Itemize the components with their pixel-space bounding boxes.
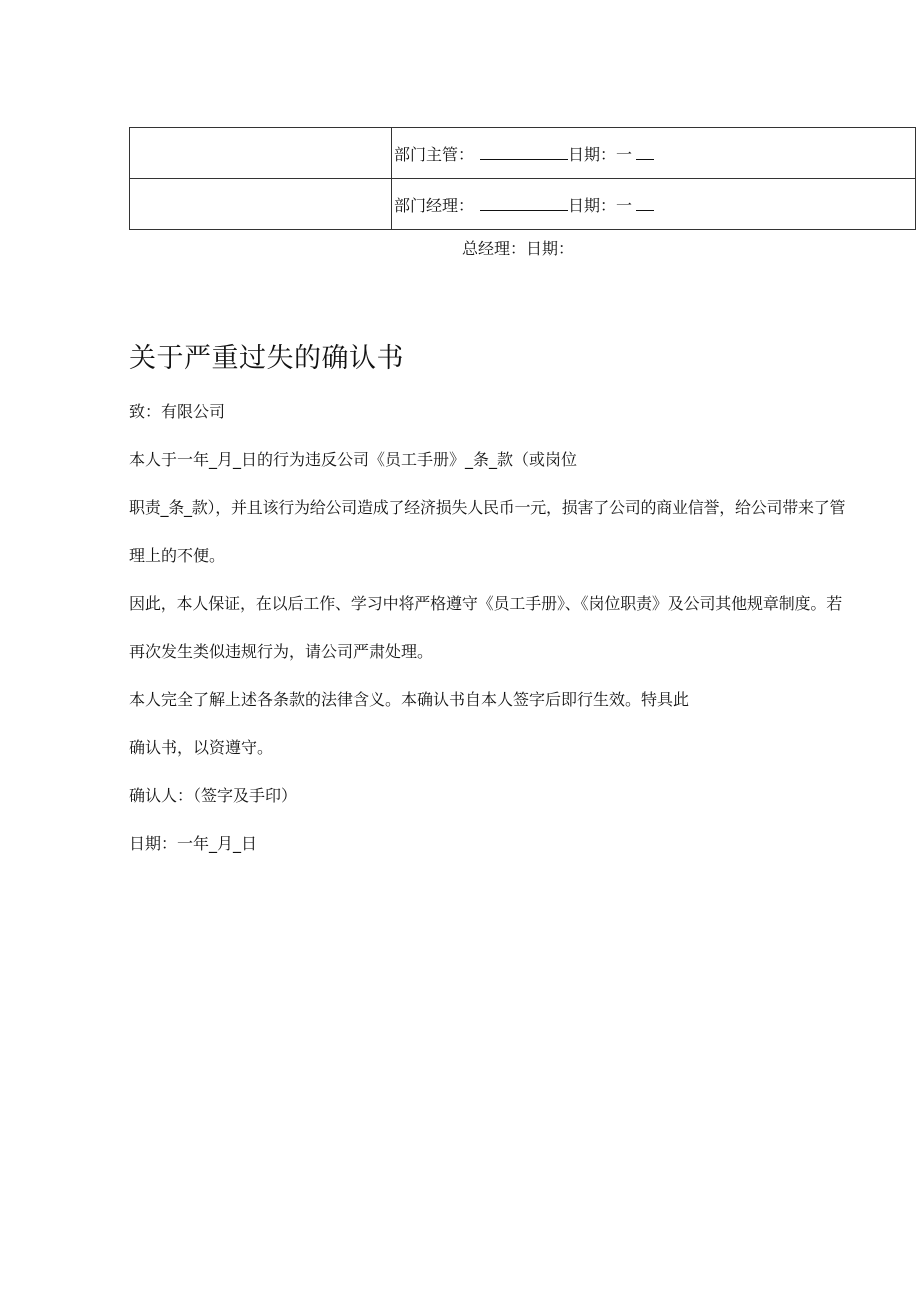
supervisor-date-label: 日期：一: [568, 144, 633, 164]
approval-row-manager: [130, 179, 916, 230]
date-blank: [636, 145, 654, 160]
confirmer-line: 确认人：（签字及手印）: [129, 786, 298, 805]
signature-blank: [480, 145, 568, 160]
approval-cell-right: [392, 128, 916, 179]
approval-cell-left: [130, 128, 392, 179]
general-manager-line: 总经理：日期：: [462, 239, 575, 258]
body-line: 确认书，以资遵守。: [129, 738, 274, 757]
approval-cell-right: [392, 179, 916, 230]
date-blank: [636, 196, 654, 211]
approval-table: [129, 127, 916, 230]
body-line: 职责_条_款），并且该行为给公司造成了经济损失人民币一元，损害了公司的商业信誉，给公司带来了管: [129, 498, 846, 517]
body-line: 本人于一年_月_日的行为违反公司《员工手册》_条_款（或岗位: [129, 450, 578, 469]
body-line: 因此，本人保证，在以后工作、学习中将严格遵守《员工手册》、《岗位职责》及公司其他规章制度。若: [129, 594, 843, 613]
date-line: 日期：一年_月_日: [129, 834, 258, 853]
salutation: 致：有限公司: [129, 402, 226, 421]
body-line: 本人完全了解上述各条款的法律含义。本确认书自本人签字后即行生效。特具此: [129, 690, 690, 709]
manager-date-label: 日期：一: [568, 195, 633, 215]
body-line: 再次发生类似违规行为，请公司严肃处理。: [129, 642, 434, 661]
body-line: 理上的不便。: [129, 546, 226, 565]
signature-blank: [480, 196, 568, 211]
document-title: 关于严重过失的确认书: [129, 343, 404, 374]
supervisor-label: 部门主管：: [394, 144, 475, 164]
approval-cell-left: [130, 179, 392, 230]
manager-label: 部门经理：: [394, 195, 475, 215]
approval-row-supervisor: [130, 128, 916, 179]
